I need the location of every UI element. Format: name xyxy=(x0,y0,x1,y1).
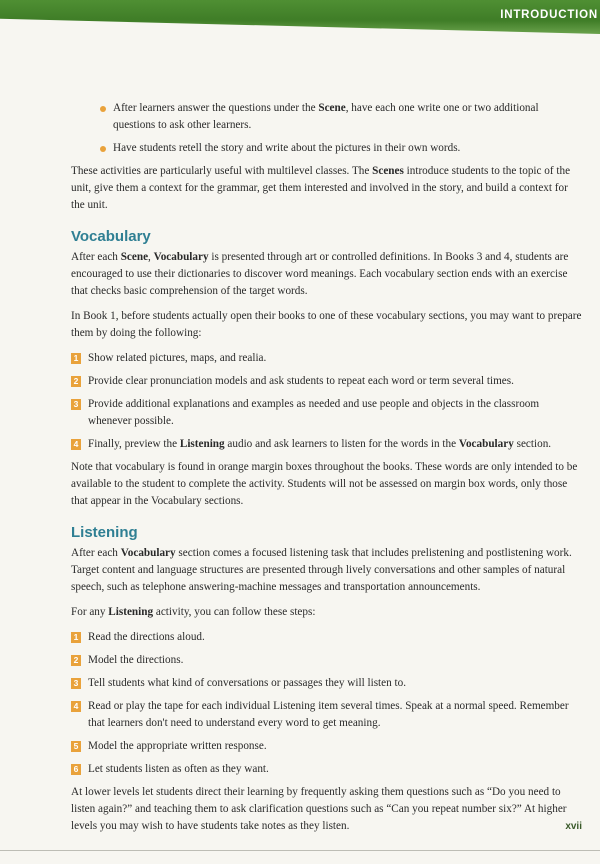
listening-paragraph: For any Listening activity, you can follow these steps: xyxy=(71,606,316,618)
listening-step xyxy=(71,629,583,646)
bottom-rule xyxy=(0,850,600,851)
vocabulary-heading: Vocabulary xyxy=(71,228,151,245)
listening-step xyxy=(71,761,583,778)
step-number-icon: 4 xyxy=(71,439,81,450)
vocabulary-paragraph: In Book 1, before students actually open their books to one of these vocabulary sections, you may want to prepare them by doing the following: xyxy=(71,310,582,339)
page-content xyxy=(71,100,583,843)
step-text: Tell students what kind of conversations or passages they will listen to. xyxy=(88,677,407,689)
bullet-item xyxy=(71,140,583,157)
listening-step xyxy=(71,675,583,692)
listening-paragraph: After each Vocabulary section comes a focused listening task that includes prelistening and postlistening work. Target content and language structures are presented through lively conversations and other samples of natural speech, such as telephone answering-machine messages and transportation announcements. xyxy=(71,547,572,593)
section-label: INTRODUCTION xyxy=(500,9,598,21)
step-text: Model the appropriate written response. xyxy=(88,740,267,752)
intro-paragraph: These activities are particularly useful with multilevel classes. The Scenes introduce students to the topic of the unit, give them a context for the grammar, get them interested and involved in the story, and build a context for the unit. xyxy=(71,165,571,211)
step-number-icon: 4 xyxy=(71,701,81,712)
step-text: Let students listen as often as they want. xyxy=(88,763,269,775)
bullet-dot-icon xyxy=(100,146,106,152)
vocabulary-step xyxy=(71,396,583,430)
listening-step xyxy=(71,738,583,755)
step-number-icon: 3 xyxy=(71,678,81,689)
listening-step xyxy=(71,652,583,669)
step-number-icon: 1 xyxy=(71,632,81,643)
step-number-icon: 6 xyxy=(71,764,81,775)
vocabulary-step xyxy=(71,436,583,453)
step-text: Provide additional explanations and examples as needed and use people and objects in the classroom whenever possible. xyxy=(88,398,540,427)
vocabulary-step xyxy=(71,373,583,390)
listening-closing: At lower levels let students direct their learning by frequently asking them questions such as “Do you need to listen again?” and teaching them to ask clarification questions such as “Can you repeat number six?” At higher levels you may wish to have students take notes as they listen. xyxy=(71,786,567,832)
vocabulary-step xyxy=(71,350,583,367)
bullet-text: After learners answer the questions under the Scene, have each one write one or two additional questions to ask other learners. xyxy=(113,102,539,131)
page-number: xvii xyxy=(565,821,582,832)
step-text: Show related pictures, maps, and realia. xyxy=(88,352,267,364)
bullet-dot-icon xyxy=(100,106,106,112)
step-number-icon: 5 xyxy=(71,741,81,752)
bullet-item xyxy=(71,100,583,134)
step-number-icon: 1 xyxy=(71,353,81,364)
listening-heading: Listening xyxy=(71,524,138,541)
step-text: Model the directions. xyxy=(88,654,184,666)
step-text: Finally, preview the Listening audio and ask learners to listen for the words in the Vocabulary section. xyxy=(88,438,552,450)
step-text: Read or play the tape for each individual Listening item several times. Speak at a normal speed. Remember that learners don't need to understand every word to get meaning. xyxy=(88,700,569,729)
step-text: Read the directions aloud. xyxy=(88,631,205,643)
listening-step xyxy=(71,698,583,732)
step-number-icon: 3 xyxy=(71,399,81,410)
vocabulary-note: Note that vocabulary is found in orange margin boxes throughout the books. These words are only intended to be available to the student to complete the activity. Students will not be assessed on margin box words, only those that appear in the Vocabulary sections. xyxy=(71,461,578,507)
vocabulary-paragraph: After each Scene, Vocabulary is presented through art or controlled definitions. In Books 3 and 4, students are encouraged to use their dictionaries to discover word meanings. Each vocabulary section ends with an exercise that checks basic comprehension of the target words. xyxy=(71,251,569,297)
bullet-text: Have students retell the story and write about the pictures in their own words. xyxy=(113,142,461,154)
step-number-icon: 2 xyxy=(71,655,81,666)
step-number-icon: 2 xyxy=(71,376,81,387)
step-text: Provide clear pronunciation models and ask students to repeat each word or term several times. xyxy=(88,375,514,387)
